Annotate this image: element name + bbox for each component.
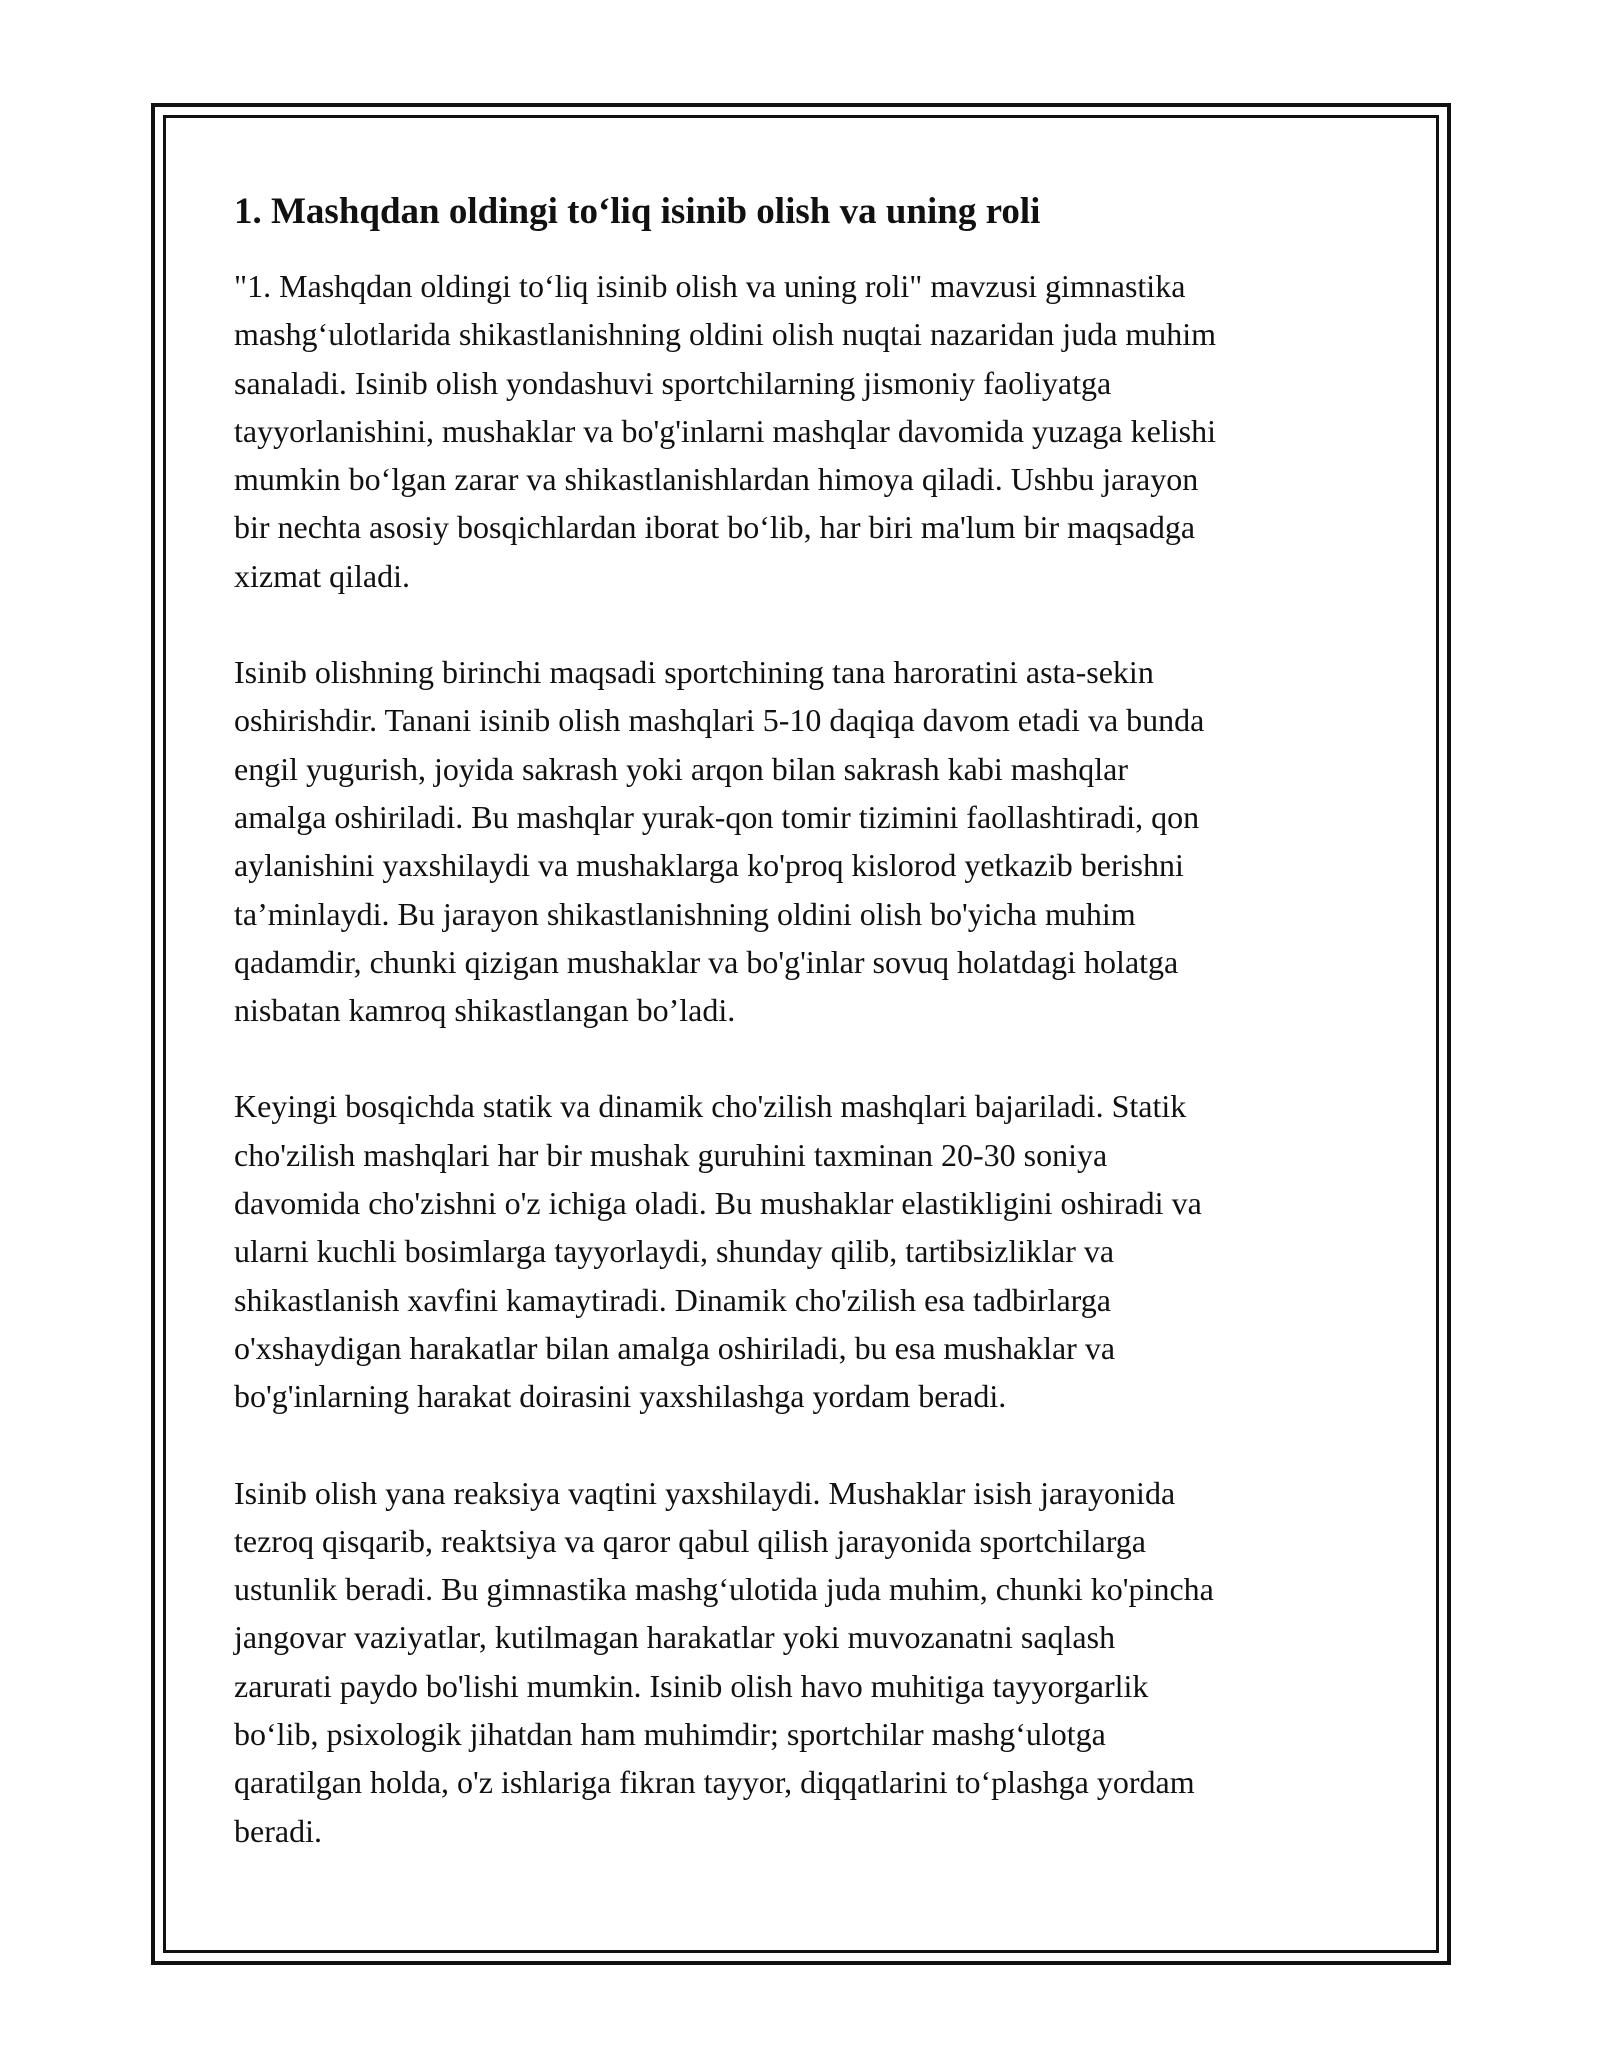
- text-line: o'xshaydigan harakatlar bilan amalga oshiriladi, bu esa mushaklar va: [234, 1329, 1116, 1366]
- text-line: shikastlanish xavfini kamaytiradi. Dinamik cho'zilish esa tadbirlarga: [234, 1281, 1111, 1318]
- text-line: tayyorlanishini, mushaklar va bo'g'inlarni mashqlar davomida yuzaga kelishi: [234, 412, 1216, 449]
- text-line: aylanishini yaxshilaydi va mushaklarga ko'proq kislorod yetkazib berishni: [234, 847, 1184, 884]
- text-line: Isinib olishning birinchi maqsadi sportchining tana haroratini asta-sekin: [234, 654, 1154, 691]
- text-line: xizmat qiladi.: [234, 557, 410, 594]
- text-line: "1. Mashqdan oldingi to‘liq isinib olish va uning roli" mavzusi gimnastika: [234, 268, 1186, 304]
- text-line: davomida cho'zishni o'z ichiga oladi. Bu mushaklar elastikligini oshiradi va: [234, 1185, 1202, 1222]
- text-line: nisbatan kamroq shikastlangan bo’ladi.: [234, 992, 736, 1029]
- text-line: zarurati paydo bo'lishi mumkin. Isinib olish havo muhitiga tayyorgarlik: [234, 1667, 1149, 1704]
- text-line: sanaladi. Isinib olish yondashuvi sportchilarning jismoniy faoliyatga: [234, 364, 1112, 401]
- document-content: [234, 188, 1374, 1903]
- text-line: jangovar vaziyatlar, kutilmagan harakatlar yoki muvozanatni saqlash: [234, 1619, 1116, 1656]
- text-line: engil yugurish, joyida sakrash yoki arqon bilan sakrash kabi mashqlar: [234, 750, 1129, 787]
- text-line: mashg‘ulotlarida shikastlanishning oldini olish nuqtai nazaridan juda muhim: [234, 316, 1217, 353]
- text-line: ta’minlaydi. Bu jarayon shikastlanishning oldini olish bo'yicha muhim: [234, 895, 1136, 932]
- text-line: qaratilgan holda, o'z ishlariga fikran tayyor, diqqatlarini to‘plashga yordam: [234, 1764, 1195, 1801]
- text-line: tezroq qisqarib, reaktsiya va qaror qabul qilish jarayonida sportchilarga: [234, 1522, 1146, 1559]
- text-line: bir nechta asosiy bosqichlardan iborat bo‘lib, har biri ma'lum bir maqsadga: [234, 509, 1196, 546]
- text-line: oshirishdir. Tanani isinib olish mashqlari 5-10 daqiqa davom etadi va bunda: [234, 702, 1205, 739]
- text-line: Keyingi bosqichda statik va dinamik cho'zilish mashqlari bajariladi. Statik: [234, 1088, 1187, 1125]
- text-line: amalga oshiriladi. Bu mashqlar yurak-qon tomir tizimini faollashtiradi, qon: [234, 798, 1200, 835]
- text-line: Isinib olish yana reaksiya vaqtini yaxshilaydi. Mushaklar isish jarayonida: [234, 1474, 1176, 1511]
- text-line: beradi.: [234, 1812, 322, 1849]
- text-line: bo'g'inlarning harakat doirasini yaxshilashga yordam beradi.: [234, 1378, 1007, 1415]
- paragraph-2: [234, 648, 1374, 1034]
- text-line: qadamdir, chunki qizigan mushaklar va bo'g'inlar sovuq holatdagi holatga: [234, 943, 1179, 980]
- paragraph-1: [234, 262, 1374, 600]
- text-line: mumkin bo‘lgan zarar va shikastlanishlardan himoya qiladi. Ushbu jarayon: [234, 461, 1199, 498]
- text-line: bo‘lib, psixologik jihatdan ham muhimdir; sportchilar mashg‘ulotga: [234, 1716, 1106, 1753]
- section-title: 1. Mashqdan oldingi to‘liq isinib olish va uning roli: [234, 191, 1041, 232]
- text-line: ustunlik beradi. Bu gimnastika mashg‘ulotida juda muhim, chunki ko'pincha: [234, 1571, 1214, 1608]
- text-line: cho'zilish mashqlari har bir mushak guruhini taxminan 20-30 soniya: [234, 1136, 1108, 1173]
- paragraph-4: [234, 1469, 1374, 1855]
- paragraph-3: [234, 1082, 1374, 1420]
- text-line: ularni kuchli bosimlarga tayyorlaydi, shunday qilib, tartibsizliklar va: [234, 1233, 1115, 1270]
